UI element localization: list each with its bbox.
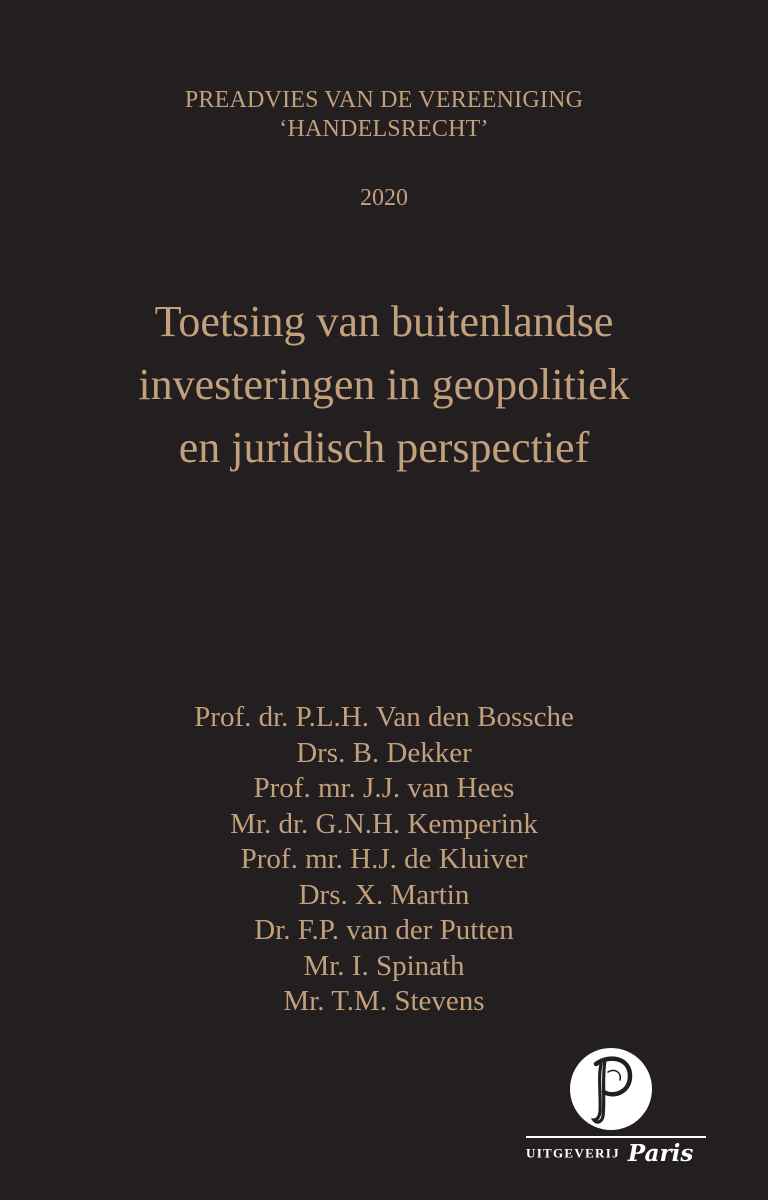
publisher-logo <box>526 1048 708 1167</box>
publisher-name <box>526 1140 708 1167</box>
publisher-word: UITGEVERIJ <box>526 1145 620 1161</box>
series-line: PREADVIES VAN DE VEREENIGING <box>184 87 584 113</box>
author-name: Mr. T.M. Stevens <box>283 985 485 1017</box>
author-name: Prof. mr. H.J. de Kluiver <box>240 843 528 875</box>
author-name: Mr. I. Spinath <box>303 949 465 982</box>
logo-divider <box>526 1136 706 1138</box>
title-line: Toetsing van buitenlandse <box>154 297 614 346</box>
author-name: Dr. F.P. van der Putten <box>254 914 514 946</box>
author-name: Mr. dr. G.N.H. Kemperink <box>230 807 538 840</box>
stylized-letter-p-logo-icon <box>570 1048 652 1130</box>
author-name: Drs. B. Dekker <box>296 736 472 769</box>
title-line: investeringen in geopolitiek <box>138 360 630 409</box>
author-name: Drs. X. Martin <box>298 878 470 911</box>
publisher-brand: Paris <box>627 1140 694 1167</box>
author-name: Prof. dr. P.L.H. Van den Bossche <box>194 701 574 733</box>
book-title <box>0 290 768 479</box>
publisher-emblem <box>570 1048 652 1130</box>
title-line: en juridisch perspectief <box>178 423 590 472</box>
author-list <box>0 700 768 1020</box>
series-line: ‘HANDELSRECHT’ <box>279 116 489 142</box>
series-heading <box>0 86 768 144</box>
author-name: Prof. mr. J.J. van Hees <box>253 772 515 804</box>
publication-year: 2020 <box>360 185 408 211</box>
